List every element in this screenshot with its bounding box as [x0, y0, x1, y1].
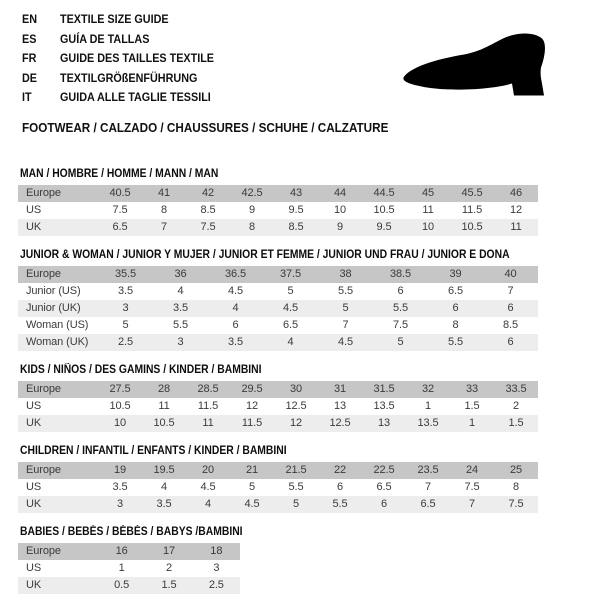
size-cell: 23.5	[406, 462, 450, 479]
size-cell: 4	[153, 283, 208, 300]
size-table-kids	[18, 381, 538, 432]
size-cell: 4	[208, 300, 263, 317]
size-cell: 0.5	[98, 577, 145, 594]
size-cell: 25	[494, 462, 538, 479]
size-cell: 33.5	[494, 381, 538, 398]
size-cell: 5	[373, 334, 428, 351]
table-row	[18, 334, 538, 351]
language-title: GUIDA ALLE TAGLIE TESSILI	[60, 90, 211, 104]
table-row	[18, 283, 538, 300]
size-cell: 21.5	[274, 462, 318, 479]
size-cell: 12.5	[318, 415, 362, 432]
size-tables	[0, 168, 600, 594]
size-cell: 3	[153, 334, 208, 351]
size-cell: 2	[494, 398, 538, 415]
size-cell: 17	[145, 543, 192, 560]
row-label: Junior (US)	[18, 283, 98, 300]
size-cell: 7	[318, 317, 373, 334]
table-row	[18, 496, 538, 513]
table-row	[18, 479, 538, 496]
size-cell: 5	[230, 479, 274, 496]
table-row	[18, 560, 240, 577]
language-title: GUIDE DES TAILLES TEXTILE	[60, 51, 215, 65]
size-cell: 3	[193, 560, 240, 577]
language-code: EN	[22, 12, 38, 26]
size-cell: 7.5	[98, 202, 142, 219]
size-cell: 10.5	[142, 415, 186, 432]
size-cell: 5.5	[318, 496, 362, 513]
size-cell: 38.5	[373, 266, 428, 283]
size-cell: 6	[208, 317, 263, 334]
size-cell: 22.5	[362, 462, 406, 479]
size-cell: 40	[483, 266, 538, 283]
size-cell: 13	[318, 398, 362, 415]
size-cell: 5	[274, 496, 318, 513]
size-cell: 8	[428, 317, 483, 334]
size-cell: 7.5	[450, 479, 494, 496]
size-cell: 19.5	[142, 462, 186, 479]
table-row	[18, 266, 538, 283]
category-line-text: FOOTWEAR / CALZADO / CHAUSSURES / SCHUHE / CALZATURE	[22, 119, 389, 135]
size-cell: 44	[318, 185, 362, 202]
size-cell: 2.5	[193, 577, 240, 594]
size-cell: 8.5	[186, 202, 230, 219]
row-label: Woman (UK)	[18, 334, 98, 351]
size-cell: 24	[450, 462, 494, 479]
size-cell: 1.5	[494, 415, 538, 432]
size-cell: 1.5	[145, 577, 192, 594]
row-label: UK	[18, 496, 98, 513]
size-cell: 3	[98, 300, 153, 317]
size-cell: 3.5	[153, 300, 208, 317]
size-cell: 10.5	[362, 202, 406, 219]
size-cell: 4	[186, 496, 230, 513]
size-cell: 37.5	[263, 266, 318, 283]
size-cell: 1	[450, 415, 494, 432]
size-cell: 4	[142, 479, 186, 496]
section-title: KIDS / NIÑOS / DES GAMINS / KINDER / BAMBINI	[20, 363, 262, 376]
size-cell: 39	[428, 266, 483, 283]
size-cell: 29.5	[230, 381, 274, 398]
size-cell: 5.5	[428, 334, 483, 351]
size-cell: 22	[318, 462, 362, 479]
size-cell: 8	[494, 479, 538, 496]
size-cell: 12	[494, 202, 538, 219]
row-label: US	[18, 560, 98, 577]
section-children	[18, 445, 600, 513]
size-cell: 1.5	[450, 398, 494, 415]
section-title: BABIES / BEBÉS / BÉBÉS / BABYS /BAMBINI	[20, 525, 243, 538]
size-cell: 5.5	[274, 479, 318, 496]
size-cell: 8.5	[483, 317, 538, 334]
size-cell: 1	[98, 560, 145, 577]
size-cell: 1	[406, 398, 450, 415]
size-cell: 7.5	[373, 317, 428, 334]
size-cell: 6.5	[98, 219, 142, 236]
row-label: UK	[18, 577, 98, 594]
size-cell: 4.5	[230, 496, 274, 513]
row-label: Europe	[18, 381, 98, 398]
size-cell: 8.5	[274, 219, 318, 236]
size-cell: 11	[406, 202, 450, 219]
size-cell: 7.5	[494, 496, 538, 513]
section-title: JUNIOR & WOMAN / JUNIOR Y MUJER / JUNIOR ET FEMME / JUNIOR UND FRAU / JUNIOR E DONA	[20, 248, 510, 261]
size-cell: 28	[142, 381, 186, 398]
size-cell: 6	[428, 300, 483, 317]
size-cell: 3.5	[142, 496, 186, 513]
size-cell: 4	[263, 334, 318, 351]
size-table-man	[18, 185, 538, 236]
size-cell: 6	[318, 479, 362, 496]
size-cell: 4.5	[318, 334, 373, 351]
size-cell: 13.5	[362, 398, 406, 415]
size-cell: 46	[494, 185, 538, 202]
section-babies	[18, 526, 600, 594]
size-cell: 38	[318, 266, 373, 283]
row-label: US	[18, 479, 98, 496]
row-label: Europe	[18, 185, 98, 202]
header	[0, 0, 600, 136]
size-cell: 32	[406, 381, 450, 398]
row-label: UK	[18, 415, 98, 432]
size-cell: 3.5	[208, 334, 263, 351]
size-cell: 33	[450, 381, 494, 398]
size-cell: 10	[406, 219, 450, 236]
row-label: Junior (UK)	[18, 300, 98, 317]
size-cell: 7	[450, 496, 494, 513]
size-cell: 7	[142, 219, 186, 236]
size-cell: 5	[98, 317, 153, 334]
size-cell: 7	[483, 283, 538, 300]
size-cell: 30	[274, 381, 318, 398]
size-cell: 11	[186, 415, 230, 432]
size-cell: 27.5	[98, 381, 142, 398]
language-code: FR	[22, 51, 37, 65]
section-kids	[18, 364, 600, 432]
size-cell: 3.5	[98, 479, 142, 496]
size-cell: 6	[483, 300, 538, 317]
size-cell: 12.5	[274, 398, 318, 415]
size-cell: 19	[98, 462, 142, 479]
size-cell: 6.5	[263, 317, 318, 334]
size-cell: 4.5	[208, 283, 263, 300]
section-junior-woman	[18, 249, 600, 351]
size-cell: 44.5	[362, 185, 406, 202]
size-cell: 36	[153, 266, 208, 283]
language-title: GUÍA DE TALLAS	[60, 31, 150, 46]
size-cell: 3.5	[98, 283, 153, 300]
size-cell: 21	[230, 462, 274, 479]
row-label: Europe	[18, 266, 98, 283]
size-cell: 9	[318, 219, 362, 236]
size-cell: 9.5	[362, 219, 406, 236]
shoe-icon	[396, 28, 576, 104]
size-cell: 5.5	[153, 317, 208, 334]
size-cell: 11.5	[230, 415, 274, 432]
size-cell: 10.5	[98, 398, 142, 415]
size-cell: 41	[142, 185, 186, 202]
size-cell: 11	[494, 219, 538, 236]
size-cell: 42	[186, 185, 230, 202]
size-cell: 13	[362, 415, 406, 432]
size-cell: 10.5	[450, 219, 494, 236]
size-cell: 8	[142, 202, 186, 219]
size-table-junior-woman	[18, 266, 538, 351]
size-cell: 16	[98, 543, 145, 560]
size-cell: 2.5	[98, 334, 153, 351]
table-row	[18, 202, 538, 219]
size-cell: 35.5	[98, 266, 153, 283]
size-cell: 6	[483, 334, 538, 351]
size-cell: 13.5	[406, 415, 450, 432]
size-cell: 6	[362, 496, 406, 513]
size-cell: 6.5	[406, 496, 450, 513]
size-cell: 3	[98, 496, 142, 513]
size-cell: 31	[318, 381, 362, 398]
category-line	[22, 120, 600, 136]
size-cell: 31.5	[362, 381, 406, 398]
row-label: Europe	[18, 462, 98, 479]
row-label: US	[18, 398, 98, 415]
size-cell: 9.5	[274, 202, 318, 219]
size-cell: 45.5	[450, 185, 494, 202]
size-cell: 18	[193, 543, 240, 560]
size-cell: 6.5	[428, 283, 483, 300]
table-row	[18, 415, 538, 432]
size-cell: 11	[142, 398, 186, 415]
size-cell: 5	[263, 283, 318, 300]
size-cell: 8	[230, 219, 274, 236]
section-man	[18, 168, 600, 236]
size-cell: 6	[373, 283, 428, 300]
size-cell: 12	[274, 415, 318, 432]
size-cell: 40.5	[98, 185, 142, 202]
size-cell: 5.5	[373, 300, 428, 317]
row-label: US	[18, 202, 98, 219]
table-row	[18, 543, 240, 560]
table-row	[18, 317, 538, 334]
size-cell: 20	[186, 462, 230, 479]
section-title: CHILDREN / INFANTIL / ENFANTS / KINDER / BAMBINI	[20, 444, 287, 457]
language-code: IT	[22, 90, 32, 104]
size-cell: 10	[318, 202, 362, 219]
language-code: DE	[22, 70, 38, 85]
size-cell: 28.5	[186, 381, 230, 398]
table-row	[18, 577, 240, 594]
table-row	[18, 398, 538, 415]
row-label: Woman (US)	[18, 317, 98, 334]
table-row	[18, 381, 538, 398]
size-cell: 12	[230, 398, 274, 415]
language-title: TEXTILGRÖßENFÜHRUNG	[60, 70, 198, 85]
size-cell: 45	[406, 185, 450, 202]
size-table-children	[18, 462, 538, 513]
size-cell: 4.5	[263, 300, 318, 317]
size-cell: 4.5	[186, 479, 230, 496]
language-code: ES	[22, 31, 37, 46]
table-row	[18, 300, 538, 317]
size-cell: 11.5	[186, 398, 230, 415]
size-cell: 42.5	[230, 185, 274, 202]
size-cell: 6.5	[362, 479, 406, 496]
size-cell: 10	[98, 415, 142, 432]
section-title: MAN / HOMBRE / HOMME / MANN / MAN	[20, 167, 219, 180]
table-row	[18, 462, 538, 479]
size-cell: 7	[406, 479, 450, 496]
size-cell: 5.5	[318, 283, 373, 300]
row-label: UK	[18, 219, 98, 236]
size-cell: 43	[274, 185, 318, 202]
size-cell: 7.5	[186, 219, 230, 236]
table-row	[18, 185, 538, 202]
row-label: Europe	[18, 543, 98, 560]
size-cell: 5	[318, 300, 373, 317]
language-title: TEXTILE SIZE GUIDE	[60, 12, 169, 26]
table-row	[18, 219, 538, 236]
size-cell: 2	[145, 560, 192, 577]
size-table-babies	[18, 543, 240, 594]
size-cell: 11.5	[450, 202, 494, 219]
size-cell: 9	[230, 202, 274, 219]
size-cell: 36.5	[208, 266, 263, 283]
